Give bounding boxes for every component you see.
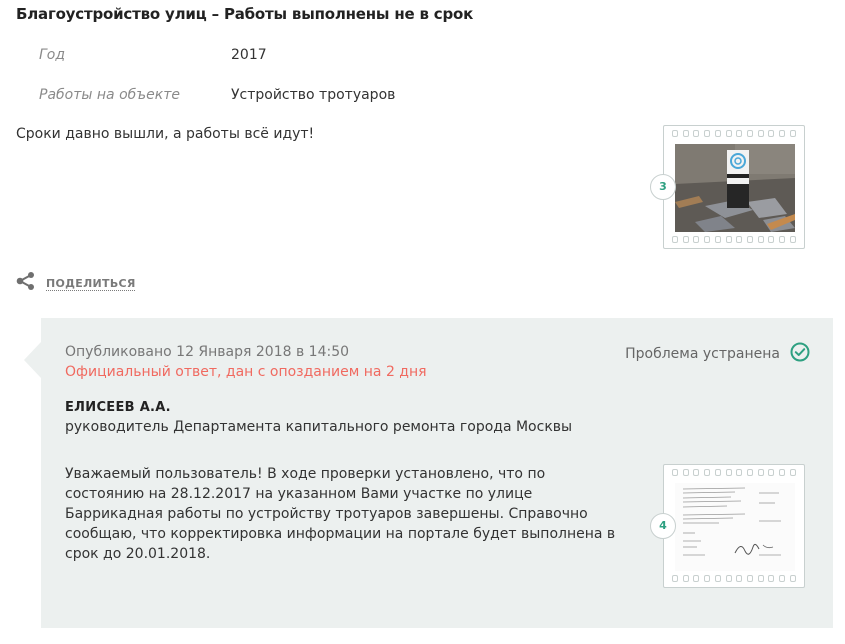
photo-count-badge: 4	[650, 513, 676, 539]
status-label: Проблема устранена	[625, 346, 780, 362]
official-answer	[41, 318, 833, 628]
film-perforation	[672, 575, 796, 583]
field-label-works: Работы на объекте	[39, 87, 180, 103]
field-value-year: 2017	[231, 47, 267, 63]
problem-photo[interactable]	[675, 144, 795, 232]
answer-document-gallery[interactable]	[659, 464, 805, 588]
film-perforation	[672, 130, 796, 138]
film-perforation	[672, 236, 796, 244]
late-answer-notice: Официальный ответ, дан с опозданием на 2 дня	[65, 364, 427, 380]
share-label[interactable]: ПОДЕЛИТЬСЯ	[46, 276, 136, 290]
photo-count-badge: 3	[650, 174, 676, 200]
page-title: Благоустройство улиц – Работы выполнены не в срок	[16, 5, 474, 23]
film-perforation	[672, 469, 796, 477]
problem-description: Сроки давно вышли, а работы всё идут!	[16, 126, 315, 142]
check-circle-icon	[790, 342, 810, 366]
share-button[interactable]	[16, 272, 136, 294]
answer-message: Уважаемый пользователь! В ходе проверки установлено, что по состоянию на 28.12.2017 на указанном Вами участке по улице Баррикадная работы по устройству тротуаров завершены. Справочно сообщаю, что корректировка информации на портале будет выполнена в срок до 20.01.2018.	[65, 466, 616, 562]
author-name: ЕЛИСЕЕВ А.А.	[65, 400, 171, 415]
author-position: руководитель Департамента капитального ремонта города Москвы	[65, 419, 573, 435]
field-label-year: Год	[39, 47, 66, 63]
published-date: Опубликовано 12 Января 2018 в 14:50	[65, 344, 350, 360]
share-icon	[16, 272, 36, 294]
status-resolved	[625, 342, 810, 366]
field-value-works: Устройство тротуаров	[231, 87, 396, 103]
problem-photo-gallery[interactable]	[659, 125, 805, 249]
answer-document-photo[interactable]	[675, 483, 795, 571]
